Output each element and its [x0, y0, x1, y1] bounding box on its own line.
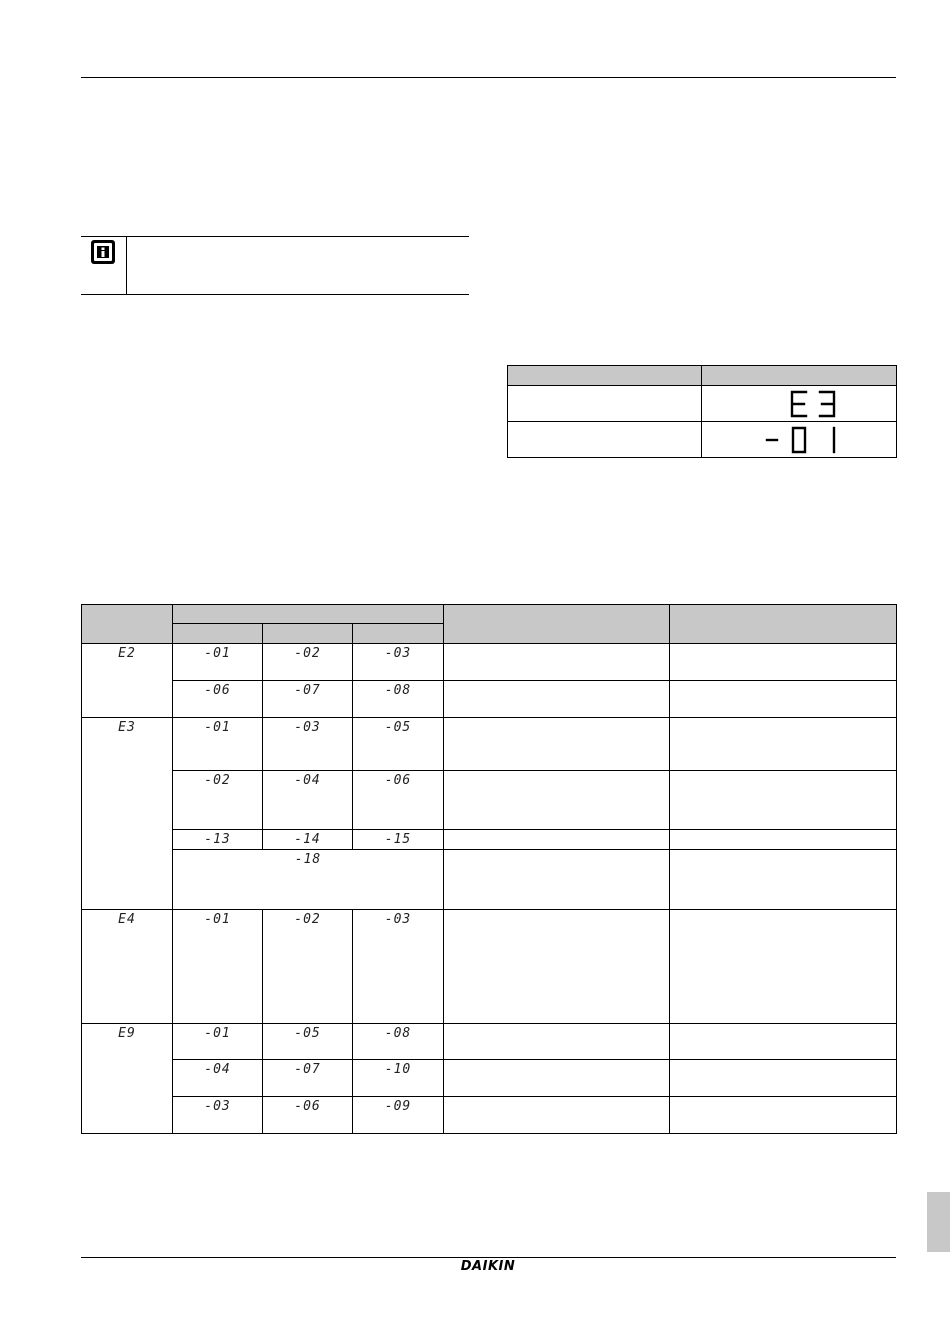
cause-cell [444, 910, 670, 1024]
solution-cell [670, 1097, 897, 1134]
cause-cell [444, 771, 670, 830]
main-code-cell: E3 [82, 718, 173, 910]
sub-code-cell: -07 [263, 1060, 353, 1097]
header-sub-code-1 [173, 624, 263, 644]
sub-code-cell: -02 [263, 644, 353, 681]
header-main-code [82, 605, 173, 644]
sub-code-cell: -08 [353, 1024, 444, 1060]
error-code-table [81, 604, 897, 1134]
solution-cell [670, 830, 897, 850]
sub-code-cell: -06 [263, 1097, 353, 1134]
solution-cell [670, 850, 897, 910]
sub-code-cell: -01 [173, 1024, 263, 1060]
sub-code-cell: -03 [353, 644, 444, 681]
sub-code-cell: -04 [173, 1060, 263, 1097]
sub-code-merged-cell: -18 [173, 850, 444, 910]
table-row [82, 1060, 897, 1097]
footer-rule [81, 1257, 896, 1258]
table-header-row [82, 605, 897, 624]
sub-code-cell: -07 [263, 681, 353, 718]
solution-cell [670, 910, 897, 1024]
cause-cell [444, 1097, 670, 1134]
sub-code-cell: -13 [173, 830, 263, 850]
sub-code-cell: -01 [173, 644, 263, 681]
cause-cell [444, 644, 670, 681]
table-row [82, 910, 897, 1024]
sub-code-cell: -03 [353, 910, 444, 1024]
table-row [82, 681, 897, 718]
sub-code-cell: -04 [263, 771, 353, 830]
table-row [82, 718, 897, 771]
cause-cell [444, 1060, 670, 1097]
sub-code-cell: -03 [173, 1097, 263, 1134]
sub-code-cell: -03 [263, 718, 353, 771]
display-table-row [508, 386, 897, 422]
sub-code-cell: -02 [173, 771, 263, 830]
seven-segment-e3 [786, 389, 846, 419]
sub-code-cell: -06 [353, 771, 444, 830]
display-cell-sub-code [702, 422, 897, 458]
table-row [82, 830, 897, 850]
cause-cell [444, 681, 670, 718]
sub-code-cell: -10 [353, 1060, 444, 1097]
solution-cell [670, 1024, 897, 1060]
table-row [82, 771, 897, 830]
sub-code-cell: -14 [263, 830, 353, 850]
header-sub-code [173, 605, 444, 624]
header-sub-code-3 [353, 624, 444, 644]
cause-cell [444, 718, 670, 771]
table-row [82, 1024, 897, 1060]
cause-cell [444, 1024, 670, 1060]
header-solution [670, 605, 897, 644]
seven-segment-minus-01 [762, 425, 852, 455]
section-side-tab [927, 1192, 950, 1252]
display-cell-error-code [702, 386, 897, 422]
sub-code-cell: -08 [353, 681, 444, 718]
table-row [82, 850, 897, 910]
cause-cell [444, 830, 670, 850]
header-sub-code-2 [263, 624, 353, 644]
table-row [82, 1097, 897, 1134]
sub-code-cell: -05 [353, 718, 444, 771]
header-rule [81, 77, 896, 78]
display-table-row [508, 422, 897, 458]
header-cause [444, 605, 670, 644]
solution-cell [670, 681, 897, 718]
solution-cell [670, 1060, 897, 1097]
note-vertical-divider [126, 236, 127, 295]
sub-code-cell: -05 [263, 1024, 353, 1060]
table-row [82, 644, 897, 681]
solution-cell [670, 771, 897, 830]
solution-cell [670, 644, 897, 681]
sub-code-cell: -06 [173, 681, 263, 718]
sub-code-cell: -15 [353, 830, 444, 850]
main-code-cell: E9 [82, 1024, 173, 1134]
sub-code-cell: -01 [173, 718, 263, 771]
daikin-logo: DAIKIN [460, 1259, 516, 1274]
note-top-rule [81, 236, 469, 237]
main-code-cell: E4 [82, 910, 173, 1024]
sub-code-cell: -01 [173, 910, 263, 1024]
main-code-cell: E2 [82, 644, 173, 718]
note-bottom-rule [81, 294, 469, 295]
sub-code-cell: -09 [353, 1097, 444, 1134]
info-icon [90, 239, 116, 265]
cause-cell [444, 850, 670, 910]
display-table-header [508, 366, 897, 386]
solution-cell [670, 718, 897, 771]
sub-code-cell: -02 [263, 910, 353, 1024]
display-table [507, 365, 897, 458]
